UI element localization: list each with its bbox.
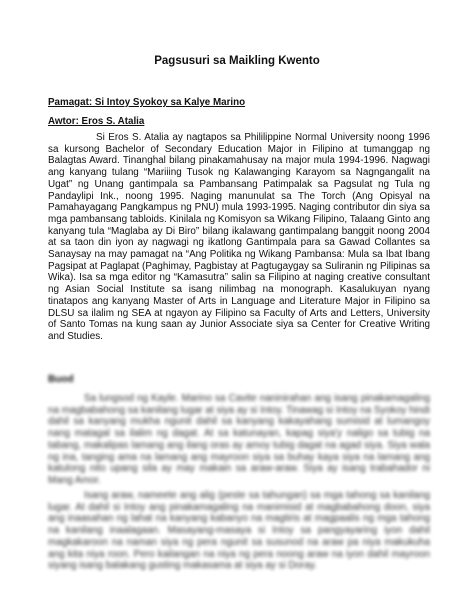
awtor-line: Awtor: Eros S. Atalia [48, 116, 145, 127]
pamagat-line: Pamagat: Si Intoy Syokoy sa Kalye Marino [48, 97, 246, 108]
summary-paragraph-1-text: Sa lungsod ng Kayle. Marino sa Cavite naninirahan ang isang pinakamagaling na magbabahong sa kanilang lugar at siya ay si Intoy. Tinawag si Intoy na Syokoy hindi dahil sa kanyang mukha ngunit dahil sa kanyang kakayahang sumisid at lumangoy nang matagal sa ilalim ng dagat. At sa katunayan, kapag siya'y naligo sa tubig na tabang, makalipas lamang ang ilang oras ay amoy tubig dagat na agad siya. Siya wala ng ina, tanging ama na lamang ang mayroon siya sa buhay kaya siya na lamang ang katulong nito upang sila ay may makain sa araw-araw. Siya ay isang trabahador ni Mang Amor. [48, 393, 430, 485]
summary-paragraph-2 [48, 490, 430, 590]
summary-paragraph-2-text: Isang araw, nameete ang alig (peste sa tahungan) sa mga tahong sa kanilang lugar. At dahil si Intoy ang pinakamagaling na manimisid at magbabahong doon, siya ang inaasahan ng lahat na kanyang kabanyo na magtiris at magpaalis ng mga tahong na kanilang inaalagaan. Masayang-masaya si Intoy sa pangyayaring iyon dahil magkakaroon na naman siya ng pera ngunit sa susunod na araw pa niya makukuha ang kita niya roon. Pero kailangan na niya ng pera noong araw na iyon dahil mayroon siyang isang balakang gusting makasama at siya ay si Doray. [48, 490, 430, 572]
summary-paragraph-1 [48, 393, 430, 485]
author-bio-text: Si Eros S. Atalia ay nagtapos sa Phililippine Normal University noong 1996 sa kursong Bachelor of Secondary Education Major in Filipino at tumanggap ng Balagtas Award. Tinanghal bilang pinakamahusay na major mula 1994-1996. Nagwagi ang kanyang tulang “Mariiing Tusok ng Kalawanging Karayom sa Nagngangalit na Ugat” ng Unang gantimpala sa Pambansang Patimpalak sa Pagsulat ng Tula ng Pandaylipi Ink., noong 1995. Naging manunulat sa The Torch (Ang Opisyal na Pamahayagang Pangkampus ng PNU) mula 1993-1995. Naging contributor din siya sa mga pambansang tabloids. Kinilala ng Komisyon sa Wikang Filipino, Talaang Ginto ang kanyang tula “Maglaba ay Di Biro” bilang ikalawang gantimpalang banggit noong 2004 at sa taon din iyon ay nagwagi ng ikatlong Gantimpala para sa Gawad Collantes sa Sanaysay na may pamagat na “Ang Politika ng Wikang Pambansa: Mula sa Ibat Ibang Pagsipat at Paglapat (Paghimay, Pagbistay at Pagtugaygay sa Suliranin ng Pilipinas sa Wika). Isa sa mga editor ng “Kamasutra” salin sa Filipino at naging creative consultant ng Asian Social Institute sa isang nilimbag na monograph. Kasalukuyan nyang tinatapos ang kanyang Master of Arts in Language and Literature Major in Filipino sa DLSU sa ilalim ng SEA at ngayon ay Filipino sa Faculty of Arts and Letters, University of Santo Tomas na kung saan ay Junior Associate siya sa Center for Creative Writing and Studies. [48, 132, 430, 342]
document-title: Pagsusuri sa Maikling Kwento [154, 55, 320, 67]
author-bio-blurred-tail [48, 343, 430, 393]
author-bio-paragraph [48, 132, 430, 343]
buod-heading: Buod [48, 374, 74, 385]
